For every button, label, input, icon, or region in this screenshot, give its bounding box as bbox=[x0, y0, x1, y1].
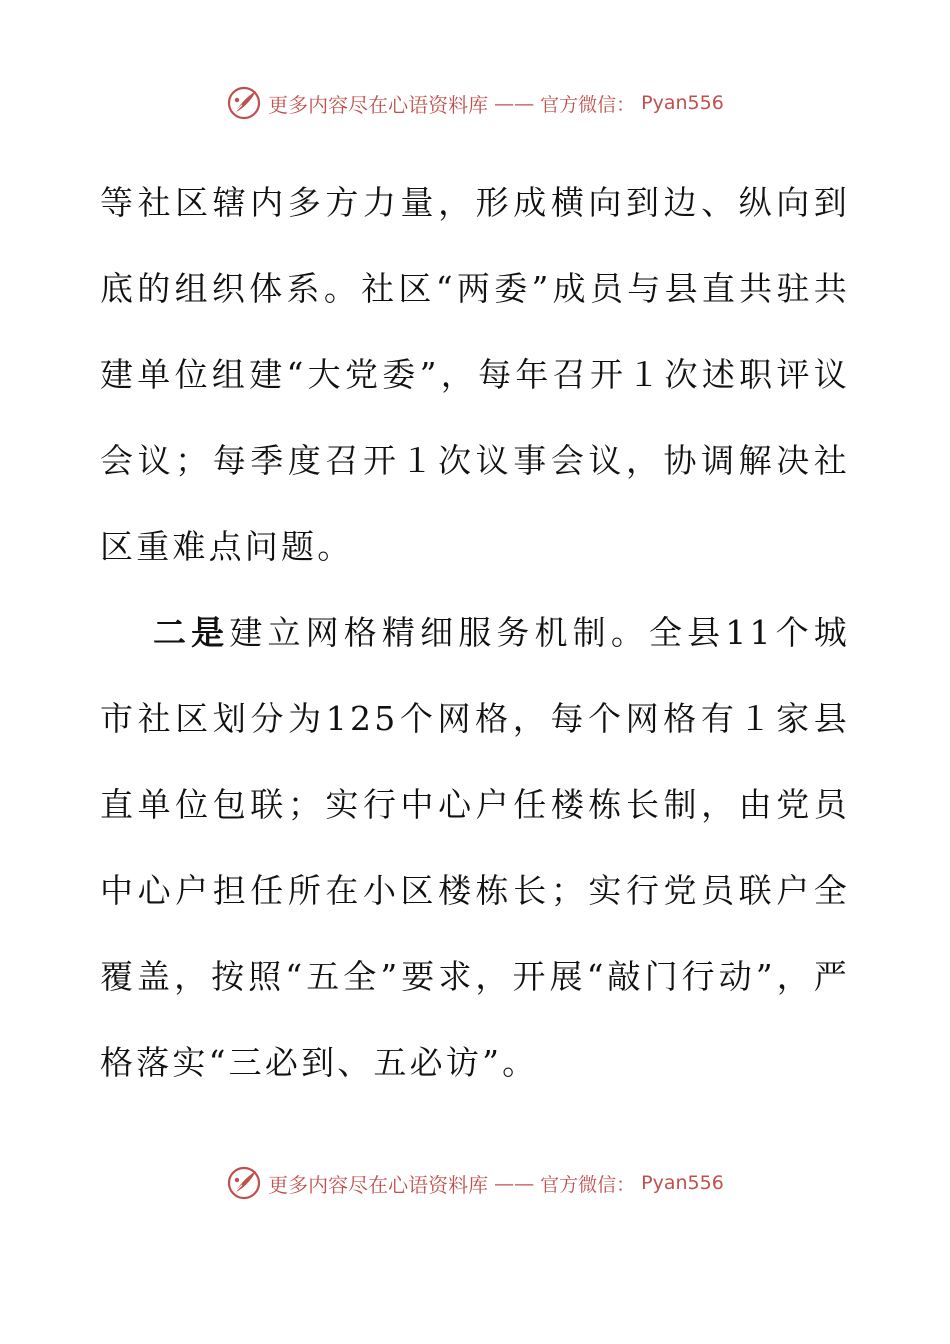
footer-watermark bbox=[0, 1161, 950, 1205]
watermark-dash: —— bbox=[494, 1171, 535, 1195]
paragraph-2-text: 建立网格精细服务机制。全县11个城市社区划分为125个网格，每个网格有１家县直单位包联；实行中心户任楼栋长制，由党员中心户担任所在小区楼栋长；实行党员联户全覆盖，按照“五全”要求，开展“敲门行动”，严格落实“三必到、五必访”。 bbox=[100, 613, 850, 1082]
paragraph-1-text: 等社区辖内多方力量，形成横向到边、纵向到底的组织体系。社区“两委”成员与县直共驻共建单位组建“大党委”，每年召开１次述职评议会议；每季度召开１次议事会议，协调解决社区重难点问题。 bbox=[100, 183, 850, 566]
document-body bbox=[100, 160, 850, 1106]
paragraph-2-lead: 二是 bbox=[153, 613, 230, 652]
header-watermark bbox=[0, 81, 950, 125]
paragraph-1 bbox=[100, 160, 850, 590]
quill-logo-icon bbox=[226, 85, 262, 121]
watermark-wechat-id: Pyan556 bbox=[641, 1172, 724, 1194]
watermark-text: 更多内容尽在心语资料库 bbox=[268, 92, 489, 117]
paragraph-2 bbox=[100, 590, 850, 1106]
watermark-dash: —— bbox=[494, 91, 535, 115]
watermark-label: 官方微信： bbox=[540, 1173, 636, 1196]
watermark-wechat-id: Pyan556 bbox=[641, 92, 724, 114]
watermark-text: 更多内容尽在心语资料库 bbox=[268, 1172, 489, 1197]
quill-logo-icon bbox=[226, 1165, 262, 1201]
watermark-label: 官方微信： bbox=[540, 93, 636, 116]
